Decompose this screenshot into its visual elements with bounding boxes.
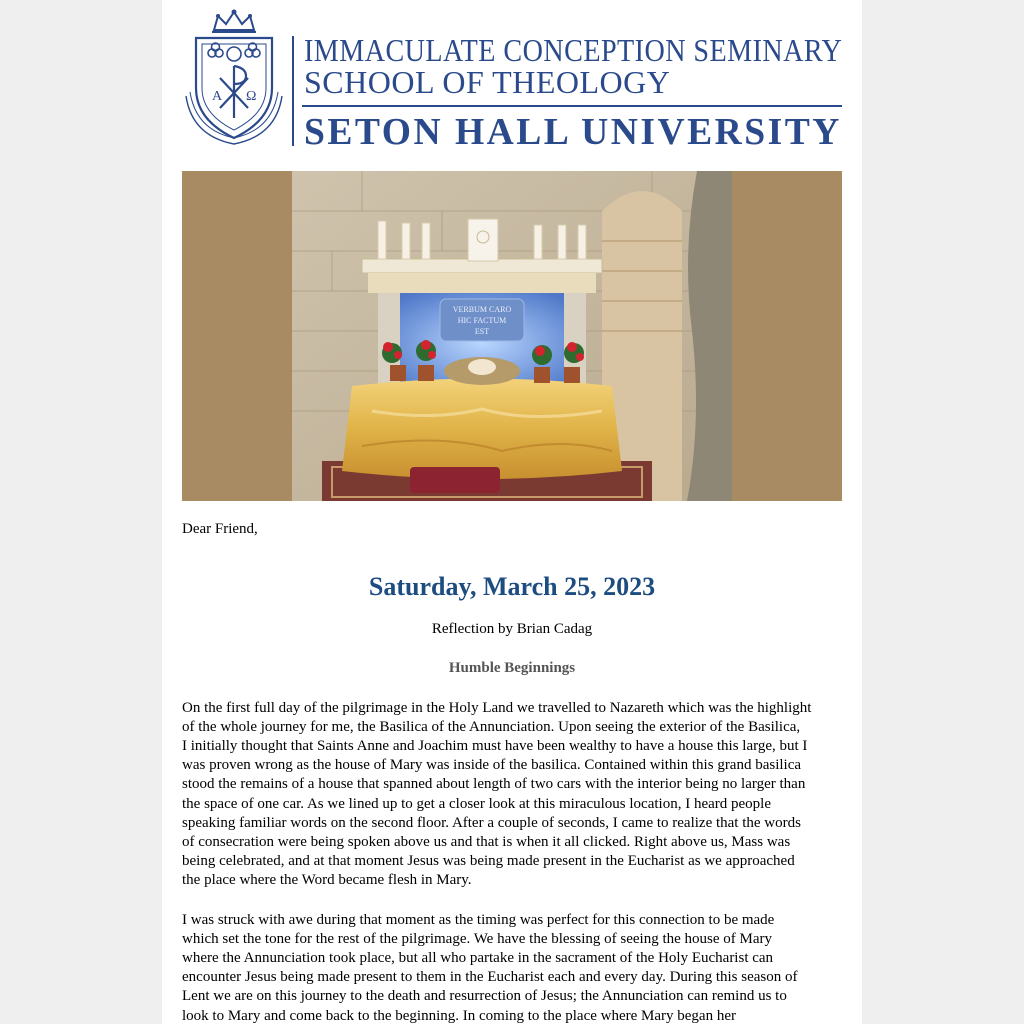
header-horizontal-rule xyxy=(302,105,842,107)
altar-inscription-line1: VERBUM CARO xyxy=(452,305,512,314)
seminary-seal-icon xyxy=(182,8,286,150)
email-sheet xyxy=(162,0,862,1024)
svg-text:A: A xyxy=(212,89,223,104)
altar-photo-illustration xyxy=(182,171,842,501)
altar-inscription-line2: HIC FACTUM xyxy=(457,316,507,325)
svg-text:Ω: Ω xyxy=(246,89,257,104)
greeting: Dear Friend, xyxy=(182,521,258,537)
byline: Reflection by Brian Cadag xyxy=(431,621,593,638)
university-name: SETON HALL UNIVERSITY xyxy=(304,111,842,153)
masthead xyxy=(182,8,843,153)
reflection-date: Saturday, March 25, 2023 xyxy=(368,572,656,602)
reflection-title: Humble Beginnings xyxy=(448,660,576,677)
letter-body xyxy=(182,520,842,1024)
school-name: SCHOOL OF THEOLOGY xyxy=(304,64,671,100)
seminary-name: IMMACULATE CONCEPTION SEMINARY xyxy=(304,32,843,68)
header-vertical-rule xyxy=(292,36,294,146)
hero-photo xyxy=(182,171,842,501)
altar-inscription-line3: EST xyxy=(474,327,490,336)
paragraph-2: I was struck with awe during that moment as the timing was perfect for this connection to be made which set the tone for the rest of the pilgrimage. We have the blessing of seeing the house of Mary where the Annunciation took place, but all who partake in the sacrament of the Holy Eucharist can encounter Jesus being made present to them in the Eucharist each and every day. During this season of Lent we are on this journey to the death and resurrection of Jesus; the Annunciation can remind us to look to Mary and come back to the beginning. In coming to the place where Mary began her xyxy=(182,911,798,1024)
paragraph-1: On the first full day of the pilgrimage in the Holy Land we travelled to Nazareth which was the highlight of the whole journey for me, the Basilica of the Annunciation. Upon seeing the exterior of the Basilica, I initially thought that Saints Anne and Joachim must have been wealthy to have a house this large, but I was proven wrong as the house of Mary was inside of the basilica. Contained within this grand basilica stood the remains of a house that spanned about length of two cars with the interior being no larger than the space of one car. As we lined up to get a closer look at this miraculous location, I heard people speaking familiar words on the second floor. After a couple of seconds, I came to realize that the words of consecration were being spoken above us and that is when it all clicked. Right above us, Mass was being celebrated, and at that moment Jesus was being made present in the Eucharist as we approached the place where the Word became flesh in Mary. xyxy=(182,699,812,889)
